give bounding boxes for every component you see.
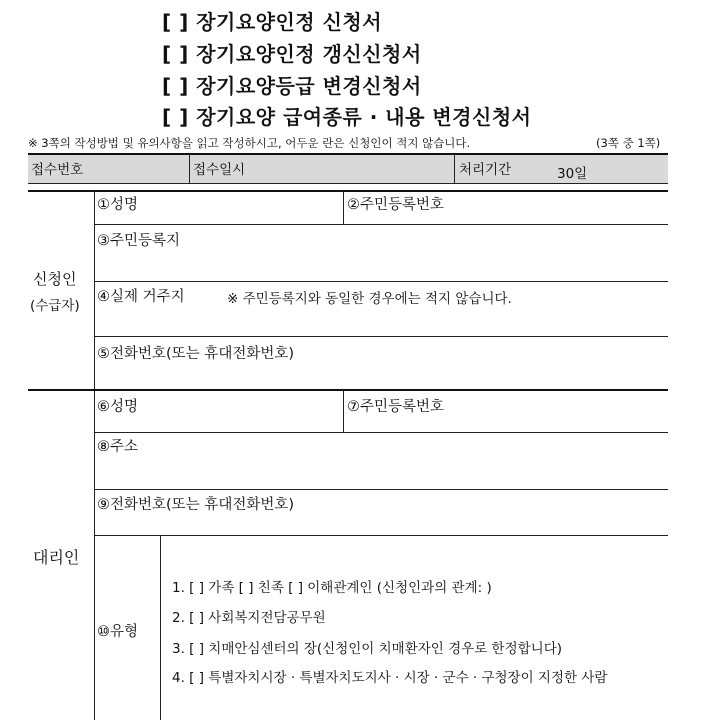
agent-type-label: ⑩유형 [97,624,139,640]
actual-address-note: ※ 주민등록지와 동일한 경우에는 적지 않습니다. [227,291,512,307]
applicant-actual-address-field[interactable]: ④실제 거주지 [97,289,185,305]
processing-period-value: 30일 [557,166,588,182]
receipt-number-label: 접수번호 [31,162,84,178]
instructions-note: ※ 3쪽의 작성방법 및 유의사항을 읽고 작성하시고, 어두운 란은 신청인이 적지 않습니다. [28,136,471,150]
agent-type-option-4[interactable]: 4. [ ] 특별자치시장 · 특별자치도지사 · 시장 · 군수 · 구청장이 지정한 사람 [172,670,608,686]
receipt-date-label: 접수일시 [193,162,246,178]
agent-phone-field[interactable]: ⑨전화번호(또는 휴대전화번호) [97,497,295,513]
applicant-section-label: 신청인 [33,270,77,288]
agent-name-field[interactable]: ⑥성명 [97,399,139,415]
processing-period-label: 처리기간 [459,162,512,178]
applicant-section-sublabel: (수급자) [30,298,80,314]
agent-type-option-3[interactable]: 3. [ ] 치매안심센터의 장(신청인이 치매환자인 경우로 한정합니다) [172,641,563,657]
form-title-2: [ ] 장기요양인정 갱신신청서 [162,42,422,66]
agent-rrn-field[interactable]: ⑦주민등록번호 [347,399,445,415]
agent-type-option-1[interactable]: 1. [ ] 가족 [ ] 친족 [ ] 이해관계인 (신청인과의 관계: ) [172,580,492,596]
form-title-1: [ ] 장기요양인정 신청서 [162,10,383,34]
page-indicator: (3쪽 중 1쪽) [596,136,661,150]
form-title-3: [ ] 장기요양등급 변경신청서 [162,74,422,98]
applicant-address-field[interactable]: ③주민등록지 [97,233,181,249]
applicant-name-field[interactable]: ①성명 [97,197,139,213]
applicant-rrn-field[interactable]: ②주민등록번호 [347,197,445,213]
agent-address-field[interactable]: ⑧주소 [97,439,139,455]
agent-section-label: 대리인 [33,548,80,567]
applicant-phone-field[interactable]: ⑤전화번호(또는 휴대전화번호) [97,346,295,362]
form-title-4: [ ] 장기요양 급여종류 · 내용 변경신청서 [162,105,532,129]
agent-type-option-2[interactable]: 2. [ ] 사회복지전담공무원 [172,610,326,626]
